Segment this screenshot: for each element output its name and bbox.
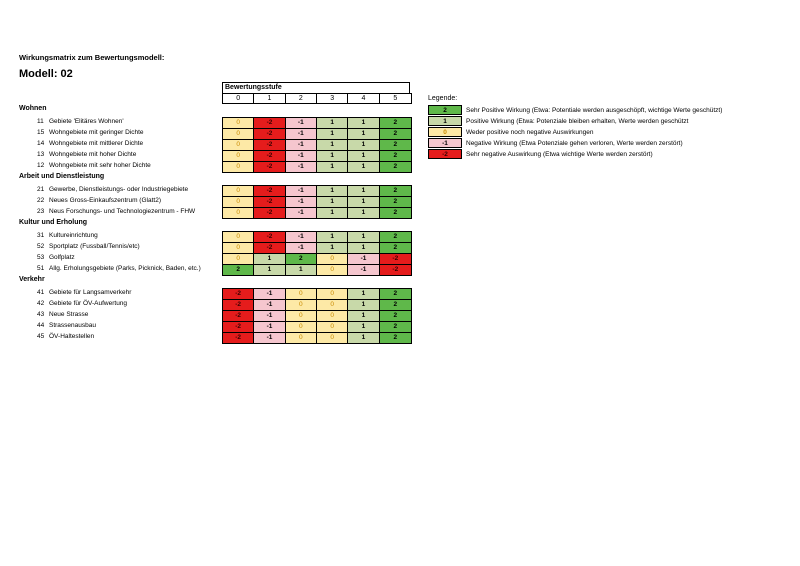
rating-cell: 1	[317, 186, 348, 196]
legend-item	[428, 105, 722, 115]
row-code: 11	[37, 118, 44, 125]
rating-cell: 0	[223, 197, 254, 207]
rating-cell: 2	[380, 140, 411, 150]
rating-cell: -2	[223, 300, 254, 310]
rating-cell: -2	[254, 197, 285, 207]
rating-cell: 0	[286, 289, 317, 299]
rating-cell: 1	[348, 129, 379, 139]
legend-swatch: -2	[428, 149, 462, 159]
rating-cell: -1	[286, 186, 317, 196]
rating-cell: 0	[317, 300, 348, 310]
legend-text: Sehr Positive Wirkung (Etwa: Potentiale werden ausgeschöpft, wichtige Werte geschützt)	[466, 106, 723, 114]
row-label	[37, 161, 151, 170]
row-name: Neues Gross-Einkaufszentrum (Glatt2)	[49, 197, 161, 204]
rating-cell: -2	[254, 140, 285, 150]
rating-cell: 0	[223, 186, 254, 196]
legend-item	[428, 127, 593, 137]
rating-cell: 0	[317, 311, 348, 321]
rating-cell: -2	[223, 322, 254, 332]
rating-cell: -2	[254, 186, 285, 196]
section-heading: Arbeit und Dienstleistung	[19, 173, 105, 180]
rating-cell: 2	[286, 254, 317, 264]
model-title: Modell: 02	[19, 68, 73, 80]
rating-cell: 0	[286, 322, 317, 332]
row-label	[37, 231, 98, 240]
rating-cell: -2	[254, 151, 285, 161]
row-label	[37, 321, 96, 330]
rating-cell: -1	[254, 300, 285, 310]
row-label	[37, 242, 140, 251]
rating-cell: -2	[254, 129, 285, 139]
row-name: Gebiete für Langsamverkehr	[49, 289, 132, 296]
row-code: 15	[37, 129, 45, 136]
rating-cell: 1	[317, 162, 348, 172]
section-heading: Kultur und Erholung	[19, 219, 88, 226]
table-row	[222, 264, 412, 276]
rating-cell: 1	[348, 208, 379, 218]
row-code: 44	[37, 322, 45, 329]
rating-level-4: 4	[348, 94, 379, 103]
rating-cell: 0	[286, 333, 317, 343]
legend-swatch: 0	[428, 127, 462, 137]
row-label	[37, 185, 188, 194]
rating-cell: -1	[348, 265, 379, 275]
rating-cell: 2	[380, 311, 411, 321]
row-name: Neue Strasse	[49, 311, 89, 318]
rating-cell: 2	[380, 162, 411, 172]
legend-swatch: 1	[428, 116, 462, 126]
row-name: Strassenausbau	[49, 322, 96, 329]
row-label	[37, 299, 127, 308]
row-code: 22	[37, 197, 45, 204]
row-code: 31	[37, 232, 45, 239]
rating-cell: -2	[223, 333, 254, 343]
rating-cell: -2	[254, 232, 285, 242]
rating-cell: 1	[348, 162, 379, 172]
table-row	[222, 207, 412, 219]
rating-cell: 0	[223, 118, 254, 128]
rating-cell: 1	[348, 311, 379, 321]
rating-cell: 2	[380, 208, 411, 218]
rating-cell: -2	[254, 243, 285, 253]
rating-cell: 0	[223, 151, 254, 161]
rating-cell: 2	[380, 333, 411, 343]
rating-cell: 0	[286, 311, 317, 321]
rating-cell: 2	[380, 232, 411, 242]
rating-cell: 0	[317, 254, 348, 264]
row-label	[37, 128, 144, 137]
rating-cell: 1	[348, 151, 379, 161]
section-heading: Verkehr	[19, 276, 45, 283]
rating-cell: 1	[254, 265, 285, 275]
rating-cell: -1	[286, 118, 317, 128]
row-name: Wohngebiete mit sehr hoher Dichte	[49, 162, 151, 169]
rating-cell: -1	[286, 232, 317, 242]
rating-cell: -1	[286, 197, 317, 207]
legend-item	[428, 138, 683, 148]
rating-cell: 0	[223, 162, 254, 172]
legend-swatch: 2	[428, 105, 462, 115]
legend-text: Positive Wirkung (Etwa: Potenziale bleiben erhalten, Werte werden geschützt	[466, 117, 689, 125]
rating-level-3: 3	[317, 94, 348, 103]
row-label	[37, 332, 94, 341]
rating-cell: 2	[380, 300, 411, 310]
row-name: Golfplatz	[49, 254, 75, 261]
table-row	[222, 161, 412, 173]
rating-cell: 2	[380, 289, 411, 299]
rating-cell: 2	[380, 197, 411, 207]
rating-cell: 0	[223, 243, 254, 253]
rating-level-1: 1	[254, 94, 285, 103]
rating-cell: -2	[254, 118, 285, 128]
legend-item	[428, 116, 688, 126]
row-name: Gewerbe, Dienstleistungs- oder Industriegebiete	[49, 186, 189, 193]
rating-cell: 1	[348, 289, 379, 299]
row-name: Kultureinrichtung	[49, 232, 98, 239]
rating-cell: -1	[254, 333, 285, 343]
row-name: Gebiete für ÖV-Aufwertung	[49, 300, 128, 307]
row-name: ÖV-Haltestellen	[49, 333, 95, 340]
row-name: Wohngebiete mit geringer Dichte	[49, 129, 144, 136]
rating-cell: 0	[317, 265, 348, 275]
rating-cell: 0	[317, 289, 348, 299]
row-code: 13	[37, 151, 45, 158]
section-heading: Wohnen	[19, 105, 47, 112]
rating-cell: 0	[286, 300, 317, 310]
row-label	[37, 288, 131, 297]
rating-cell: 1	[317, 129, 348, 139]
rating-cell: 2	[380, 243, 411, 253]
rating-cell: -1	[286, 140, 317, 150]
rating-cell: -1	[254, 311, 285, 321]
rating-cell: -1	[286, 151, 317, 161]
rating-cell: -1	[254, 322, 285, 332]
rating-cell: 2	[380, 118, 411, 128]
row-name: Sportplatz (Fussball/Tennis/etc)	[49, 243, 140, 250]
rating-cell: 0	[317, 333, 348, 343]
document-title: Wirkungsmatrix zum Bewertungsmodell:	[19, 53, 165, 62]
row-label	[37, 264, 201, 273]
row-name: Neus Forschungs- und Technologiezentrum - FHW	[49, 208, 196, 215]
row-code: 51	[37, 265, 45, 272]
row-label	[37, 150, 136, 159]
rating-cell: 1	[348, 186, 379, 196]
legend-swatch: -1	[428, 138, 462, 148]
rating-cell: 1	[348, 118, 379, 128]
row-code: 45	[37, 333, 45, 340]
rating-cell: 1	[348, 140, 379, 150]
row-code: 52	[37, 243, 45, 250]
rating-level-numbers	[222, 93, 412, 104]
rating-cell: 0	[223, 232, 254, 242]
rating-cell: 2	[223, 265, 254, 275]
rating-cell: 1	[348, 232, 379, 242]
row-label	[37, 196, 161, 205]
row-name: Wohngebiete mit mittlerer Dichte	[49, 140, 144, 147]
row-code: 23	[37, 208, 45, 215]
impact-matrix	[0, 82, 800, 342]
rating-cell: 2	[380, 186, 411, 196]
rating-cell: -2	[254, 208, 285, 218]
rating-cell: 2	[380, 129, 411, 139]
row-name: Wohngebiete mit hoher Dichte	[49, 151, 137, 158]
row-code: 53	[37, 254, 45, 261]
rating-cell: -1	[286, 129, 317, 139]
row-code: 42	[37, 300, 45, 307]
rating-cell: 1	[317, 208, 348, 218]
rating-cell: 1	[348, 322, 379, 332]
rating-level-0: 0	[223, 94, 254, 103]
row-label	[37, 253, 75, 262]
row-name: Gebiete 'Elitäres Wohnen'	[49, 118, 124, 125]
rating-cell: 1	[317, 232, 348, 242]
rating-cell: 1	[317, 151, 348, 161]
rating-cell: -2	[380, 254, 411, 264]
rating-level-header: Bewertungsstufe	[222, 82, 410, 93]
rating-cell: 1	[317, 197, 348, 207]
rating-cell: 0	[223, 140, 254, 150]
rating-cell: 1	[317, 243, 348, 253]
rating-cell: 1	[254, 254, 285, 264]
legend-text: Weder positive noch negative Auswirkungen	[466, 128, 594, 136]
rating-cell: 0	[223, 208, 254, 218]
rating-cell: 1	[348, 333, 379, 343]
rating-cell: 2	[380, 151, 411, 161]
rating-level-2: 2	[286, 94, 317, 103]
legend-text: Negative Wirkung (Etwa Potenziale gehen verloren, Werte werden zerstört)	[466, 139, 683, 147]
rating-level-5: 5	[393, 95, 398, 102]
row-label	[37, 139, 143, 148]
rating-cell: -1	[348, 254, 379, 264]
rating-cell: 1	[317, 118, 348, 128]
rating-cell: -2	[380, 265, 411, 275]
rating-cell: -1	[286, 243, 317, 253]
row-code: 14	[37, 140, 45, 147]
row-label	[37, 310, 88, 319]
rating-cell: -2	[223, 311, 254, 321]
rating-cell: -1	[286, 162, 317, 172]
rating-cell: 1	[348, 243, 379, 253]
rating-cell: 1	[286, 265, 317, 275]
row-code: 43	[37, 311, 45, 318]
rating-cell: -2	[223, 289, 254, 299]
rating-cell: -2	[254, 162, 285, 172]
rating-cell: -1	[286, 208, 317, 218]
rating-cell: 1	[317, 140, 348, 150]
row-code: 21	[37, 186, 45, 193]
rating-cell: 0	[223, 254, 254, 264]
rating-cell: 1	[348, 300, 379, 310]
row-code: 12	[37, 162, 45, 169]
rating-cell: 1	[348, 197, 379, 207]
legend-title: Legende:	[428, 95, 458, 102]
row-code: 41	[37, 289, 45, 296]
row-name: Allg. Erholungsgebiete (Parks, Picknick, Baden, etc.)	[49, 265, 201, 272]
rating-cell: 2	[380, 322, 411, 332]
row-label	[37, 207, 195, 216]
rating-cell: 0	[223, 129, 254, 139]
rating-cell: -1	[254, 289, 285, 299]
legend-text: Sehr negative Auswirkung (Etwa wichtige Werte werden zerstört)	[466, 150, 653, 158]
legend-item	[428, 149, 653, 159]
row-label	[37, 117, 124, 126]
rating-cell: 0	[317, 322, 348, 332]
table-row	[222, 332, 412, 344]
